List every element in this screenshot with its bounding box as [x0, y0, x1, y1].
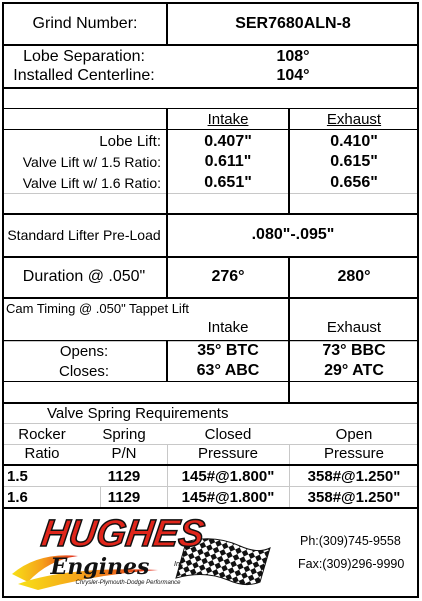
- valve-lift-16-label: Valve Lift w/ 1.6 Ratio:: [22, 175, 161, 191]
- lobe-lift-exhaust: 0.410": [330, 133, 378, 150]
- logo-main-text: HUGHES: [38, 512, 208, 555]
- opens-intake: 35° BTC: [197, 342, 259, 359]
- opens-exhaust: 73° BBC: [322, 342, 386, 359]
- spring-row-2-pn: 1129: [107, 489, 141, 506]
- open-pressure-header: Pressure: [323, 445, 385, 462]
- opens-label: Opens:: [59, 343, 109, 360]
- spring-row-1-closed: 145#@1.800": [181, 468, 275, 485]
- cam-timing-exhaust-header: Exhaust: [326, 319, 382, 336]
- spring-header: Spring: [102, 426, 146, 443]
- logo-inc-text: Inc: [174, 561, 184, 568]
- closes-intake: 63° ABC: [196, 362, 260, 379]
- lifter-preload-value: .080"-.095": [251, 226, 335, 243]
- lobe-separation-value: 108°: [276, 48, 310, 65]
- valve-lift-15-intake: 0.611": [204, 153, 252, 170]
- pn-header: P/N: [111, 445, 137, 462]
- closes-exhaust: 29° ATC: [324, 362, 384, 379]
- closed-header: Closed: [204, 426, 252, 443]
- spring-row-1-pn: 1129: [107, 468, 141, 485]
- lobe-separation-label: Lobe Separation:: [23, 48, 145, 65]
- duration-intake: 276°: [211, 268, 245, 285]
- spring-row-2-ratio: 1.6: [7, 489, 28, 506]
- hughes-engines-logo: [8, 512, 278, 594]
- spring-row-1-open: 358#@1.250": [307, 468, 401, 485]
- lobe-lift-intake: 0.407": [204, 133, 252, 150]
- phone-number: Ph:(309)745-9558: [300, 534, 401, 548]
- lobe-lift-label: Lobe Lift:: [99, 133, 161, 150]
- fax-number: Fax:(309)296-9990: [298, 557, 405, 571]
- lift-intake-header: Intake: [207, 111, 249, 128]
- rocker-header: Rocker: [18, 426, 66, 443]
- valve-lift-15-label: Valve Lift w/ 1.5 Ratio:: [22, 154, 161, 170]
- valve-spring-title: Valve Spring Requirements: [47, 405, 229, 422]
- ratio-header: Ratio: [24, 445, 60, 462]
- open-header: Open: [335, 426, 373, 443]
- installed-centerline-label: Installed Centerline:: [13, 67, 155, 84]
- valve-lift-15-exhaust: 0.615": [330, 153, 378, 170]
- cam-timing-intake-header: Intake: [207, 319, 249, 336]
- lifter-preload-label: Standard Lifter Pre-Load: [7, 227, 161, 243]
- grind-number-value: SER7680ALN-8: [235, 15, 351, 32]
- logo-sub-text: Engines: [50, 554, 150, 580]
- spring-row-2-open: 358#@1.250": [307, 489, 401, 506]
- duration-exhaust: 280°: [337, 268, 371, 285]
- cam-timing-label: Cam Timing @ .050" Tappet Lift: [6, 301, 190, 316]
- valve-lift-16-intake: 0.651": [204, 174, 252, 191]
- installed-centerline-value: 104°: [276, 67, 310, 84]
- lift-exhaust-header: Exhaust: [326, 111, 382, 128]
- spring-row-1-ratio: 1.5: [7, 468, 28, 485]
- closed-pressure-header: Pressure: [197, 445, 259, 462]
- valve-lift-16-exhaust: 0.656": [330, 174, 378, 191]
- logo-tagline: Chrysler-Plymouth-Dodge Performance: [75, 580, 181, 586]
- spring-row-2-closed: 145#@1.800": [181, 489, 275, 506]
- grind-number-label: Grind Number:: [32, 15, 138, 32]
- duration-label: Duration @ .050": [22, 268, 146, 285]
- closes-label: Closes:: [58, 363, 110, 380]
